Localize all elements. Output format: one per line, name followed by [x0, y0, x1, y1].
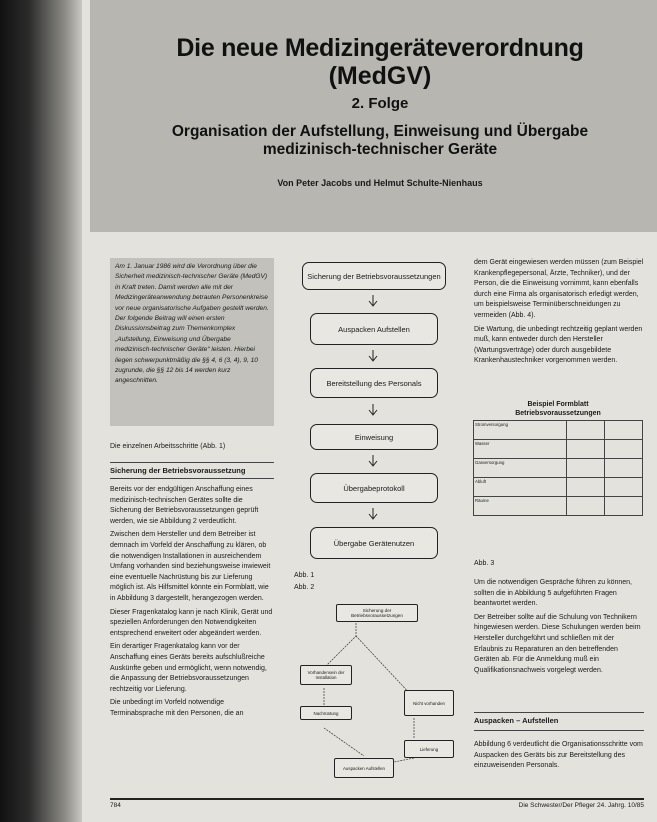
paragraph: Die Wartung, die unbedingt rechtzeitig geplant werden muß, kann entweder durch den Hersteller (Wartungsverträge) oder durch ausgebildete Krankenhaustechniker vorgenommen werden. [474, 325, 643, 365]
divider [110, 478, 274, 479]
flow-step: Übergabe Gerätenutzen [310, 527, 438, 559]
arrow-down-icon [368, 508, 378, 520]
steps-reference: Die einzelnen Arbeitsschritte (Abb. 1) [110, 443, 226, 450]
arrow-down-icon [368, 404, 378, 416]
diagram-box: Nicht vorhanden [404, 690, 454, 716]
flow-step: Bereitstellung des Personals [310, 368, 438, 398]
intro-paragraph: Am 1. Januar 1986 wird die Verordnung über die Sicherheit medizinisch-technischer Geräte (MedGV) in Kraft treten. Damit werden alle mit der Medizingeräteanwendung betrauten Personenkreise vor neue organisatorische Aufgaben gestellt werden. [115, 263, 269, 312]
paragraph: Ein derartiger Fragenkatalog kann vor der Anschaffung eines Geräts bereits aufschlußreiche Auskünfte geben und ermöglicht, wenn notwendig, die Anpassung der Betriebsvoraussetzungen rechtzeitig vor Lieferung. [110, 643, 267, 693]
flow-step: Sicherung der Betriebsvoraussetzungen [302, 262, 446, 290]
table-row [474, 459, 643, 478]
figure-caption: Abb. 1 [294, 572, 315, 579]
subtitle-line1: Organisation der Aufstellung, Einweisung und Übergabe [171, 123, 589, 140]
table-row [474, 440, 643, 459]
diagram-box: Nachrüstung [300, 706, 352, 720]
diagram-box: Sicherung der Betriebsvoraussetzungen [336, 604, 418, 622]
article-title: Die neue Medizingeräteverordnung [176, 34, 584, 62]
table-cell: Abluft [474, 478, 567, 497]
table-cell: Stromversorgung [474, 421, 567, 440]
paragraph: dem Gerät eingewiesen werden müssen (zum Beispiel Krankenpflegepersonal, Ärzte, Techniker), und der Person, die die Einweisung vornimmt, kann ebenfalls durch eine Firma als organisatorisch erledigt werden, um beispielsweise Terminüberschneidungen zu vermeiden (Abb. 4). [474, 259, 644, 319]
arrow-down-icon [368, 455, 378, 467]
table-cell [604, 440, 642, 459]
section-heading: Sicherung der Betriebsvoraussetzung [110, 466, 246, 475]
diagram-box: Auspacken Aufstellen [334, 758, 394, 778]
paragraph: Zwischen dem Hersteller und dem Betreiber ist demnach im Vorfeld der Anschaffung zu klären, ob die notwendigen Installationen in ausreichendem Umfang vorhanden sind beziehungsweise inwieweit eine eventuelle Nachrüstung bis zur Lieferung möglich ist. Als Hilfsmittel könnte ein Formblatt, wie in Abbildung 3 dargestellt, herangezogen werden. [110, 531, 271, 602]
article-title-abbr: (MedGV) [328, 62, 432, 90]
divider [110, 462, 274, 463]
table-cell: Räume [474, 497, 567, 516]
table-cell [566, 478, 604, 497]
table-cell: Gasversorgung [474, 459, 567, 478]
table-row [474, 478, 643, 497]
table-cell: Wasser [474, 440, 567, 459]
paragraph: Bereits vor der endgültigen Anschaffung eines medizinisch-technischen Gerätes sollte die Sicherung der Betriebsvoraussetzungen geprüft werden, wie sie Abbildung 2 verdeutlicht. [110, 486, 259, 525]
arrow-down-icon [368, 350, 378, 362]
figure-caption: Abb. 3 [474, 560, 495, 567]
book-spine-shadow [0, 0, 82, 822]
left-body [110, 485, 274, 722]
table-cell [604, 421, 642, 440]
subtitle-line2: medizinisch-technischer Geräte [262, 141, 498, 158]
figure-caption: Abb. 2 [294, 584, 315, 591]
form-title [473, 400, 643, 418]
right-body-top [474, 258, 644, 370]
table-cell [604, 478, 642, 497]
intro-box [110, 258, 274, 426]
table-cell [566, 421, 604, 440]
divider [474, 712, 644, 713]
paragraph: Dieser Fragenkatalog kann je nach Klinik, Gerät und speziellen Anforderungen den Notwendigkeiten entsprechend erweitert oder abgeändert werden. [110, 608, 273, 637]
table-row [474, 421, 643, 440]
right-body-mid [474, 578, 644, 679]
intro-paragraph: Der folgende Beitrag will einen ersten Diskussionsbeitrag zum Themenkomplex „Aufstellung, Einweisung und Übergabe medizinisch-technischer Geräte“ leisten. Hierbei liegen schwerpunktmäßig die §§ 4, 6 (3, 4), 9, 10 zugrunde, die §§ 12 bis 14 werden kurz angeschnitten. [115, 315, 258, 385]
diagram-box: Lieferung [404, 740, 454, 758]
right-body-bottom [474, 740, 644, 775]
divider [474, 730, 644, 731]
form-title-line1: Beispiel Formblatt [527, 401, 589, 408]
footer-rule [110, 798, 644, 800]
table-cell [566, 497, 604, 516]
paragraph: Um die notwendigen Gespräche führen zu können, sollten die in Abbildung 5 aufgeführten Fragen beantwortet werden. [474, 579, 632, 608]
table-cell [566, 440, 604, 459]
form-title-line2: Betriebsvoraussetzungen [515, 410, 601, 417]
page-number: 784 [110, 802, 121, 809]
series-label: 2. Folge [351, 95, 409, 112]
table-cell [604, 497, 642, 516]
paragraph: Abbildung 6 verdeutlicht die Organisationsschritte vom Auspacken des Geräts bis zur Bereitstellung des einzuweisenden Personals. [474, 741, 643, 770]
section-heading: Auspacken – Aufstellen [474, 716, 559, 725]
byline: Von Peter Jacobs und Helmut Schulte-Nienhaus [277, 178, 483, 188]
flow-step: Übergabeprotokoll [310, 473, 438, 503]
table-cell [604, 459, 642, 478]
flow-step: Einweisung [310, 424, 438, 450]
form-table [473, 420, 643, 516]
journal-reference: Die Schwester/Der Pfleger 24. Jahrg. 10/85 [518, 802, 644, 809]
diagram-box: Vorhandensein der Installation [300, 665, 352, 685]
table-row [474, 497, 643, 516]
table-cell [566, 459, 604, 478]
paragraph: Der Betreiber sollte auf die Schulung von Technikern hingewiesen werden. Diese Schulungen werden beim Hersteller durchgeführt und schließen mit der Erlaubnis zu Reparaturen an den betreffenden Geräten ab. Für die Anmeldung muß ein Qualifikationsnachweis vorgelegt werden. [474, 613, 641, 674]
arrow-down-icon [368, 295, 378, 307]
flow-step: Auspacken Aufstellen [310, 313, 438, 345]
paragraph: Die unbedingt im Vorfeld notwendige Terminabsprache mit den Personen, die an [110, 699, 244, 717]
